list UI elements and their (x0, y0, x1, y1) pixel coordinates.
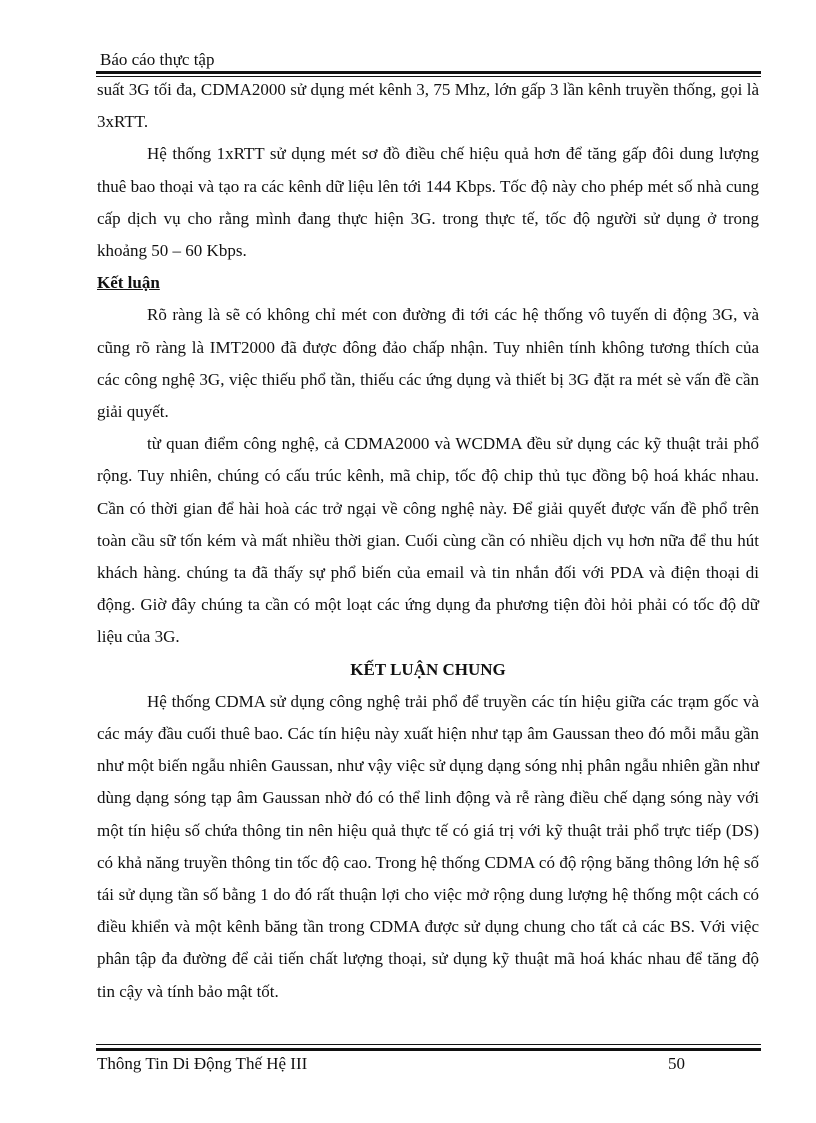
section-heading-ket-luan: Kết luận (97, 273, 160, 293)
section-heading-ket-luan-chung: KẾT LUẬN CHUNG (350, 659, 506, 679)
running-header: Báo cáo thực tập (100, 50, 215, 69)
paragraph-2: Hệ thống 1xRTT sử dụng mét sơ đồ điều chế hiệu quả hơn để tăng gấp đôi dung lượng thuê bao thoại và tạo ra các kênh dữ liệu lên tới 144 Kbps. Tốc độ này cho phép mét số nhà cung cấp dịch vụ cho rằng mình đang thực hiện 3G. trong thực tế, tốc độ người sử dụng ở trong khoảng 50 – 60 Kbps. (97, 144, 759, 261)
paragraph-1: suất 3G tối đa, CDMA2000 sử dụng mét kênh 3, 75 Mhz, lớn gấp 3 lần kênh truyền thống, gọi là 3xRTT. (97, 80, 759, 132)
running-footer: Thông Tin Di Động Thế Hệ III (97, 1054, 308, 1073)
paragraph-4: từ quan điểm công nghệ, cả CDMA2000 và WCDMA đều sử dụng các kỹ thuật trải phổ rộng. Tuy nhiên, chúng có cấu trúc kênh, mã chip, tốc độ chip thủ tục đồng bộ hoá khác nhau. Cần có thời gian để hài hoà các trở ngại về công nghệ này. Để giải quyết được vấn đề phổ trên toàn cầu sữ tốn kém và mất nhiều thời gian. Cuối cùng cần có nhiều dịch vụ hơn nữa để thu hút khách hàng. chúng ta đã thấy sự phổ biến của email và tin nhắn đối với PDA và điện thoại di động. Giờ đây chúng ta cần có một loạt các ứng dụng đa phương tiện đòi hỏi phải có tốc độ dữ liệu của 3G. (97, 434, 759, 647)
footer-rule-thick (96, 1048, 761, 1051)
footer-rule-thin (96, 1044, 761, 1045)
body-text (97, 74, 759, 1008)
paragraph-3: Rõ ràng là sẽ có không chỉ mét con đường đi tới các hệ thống vô tuyến di động 3G, và cũng rõ ràng là IMT2000 đã được đông đảo chấp nhận. Tuy nhiên tính không tương thích của các công nghệ 3G, việc thiếu phổ tần, thiếu các ứng dụng và thiết bị 3G đặt ra mét sè vấn đề cần giải quyết. (97, 305, 759, 422)
page-number: 50 (668, 1054, 685, 1073)
paragraph-5: Hệ thống CDMA sử dụng công nghệ trải phổ để truyền các tín hiệu giữa các trạm gốc và các máy đầu cuối thuê bao. Các tín hiệu này xuất hiện như tạp âm Gaussan theo đó mỗi mẫu gần như một biến ngẫu nhiên Gaussan, như vậy việc sử dụng dạng sóng nhị phân ngẫu nhiên gần như dùng dạng sóng tạp âm Gaussan nhờ đó có thể linh động và rễ ràng điều chế dạng sóng này với một tín hiệu số chứa thông tin nên hiệu quả thực tế có giá trị với kỹ thuật trải phổ trực tiếp (DS) có khả năng truyền thông tin tốc độ cao. Trong hệ thống CDMA có độ rộng băng thông lớn hệ số tái sử dụng tần số bằng 1 do đó rất thuận lợi cho việc mở rộng dung lượng hệ thống một cách có điều khiển và một kênh băng tần trong CDMA được sử dụng chung cho tất cả các BS. Với việc phân tập đa đường để cải tiến chất lượng thoại, sử dụng kỹ thuật mã hoá khác nhau để tăng độ tin cậy và tính bảo mật tốt. (97, 691, 759, 1001)
